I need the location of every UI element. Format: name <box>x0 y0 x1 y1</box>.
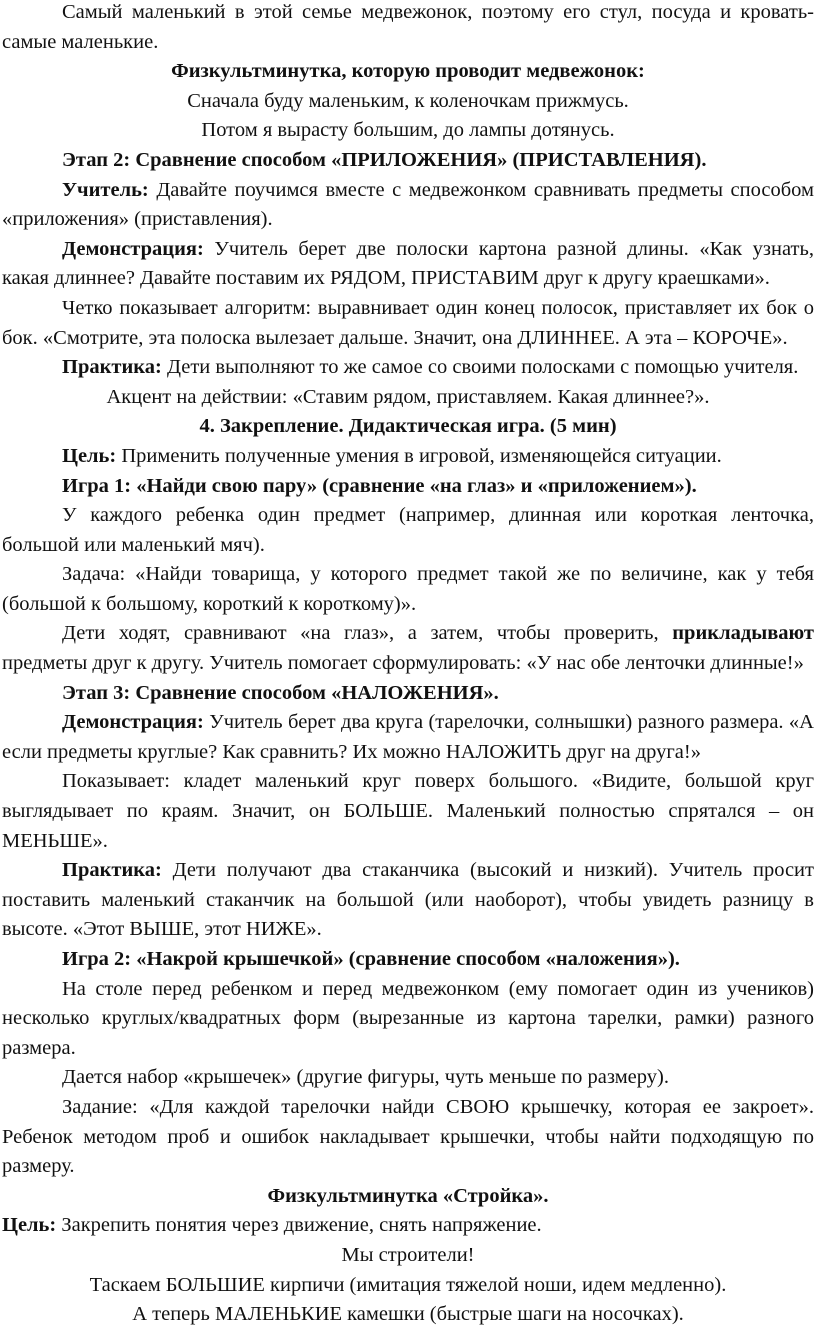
heading-stage-3: Этап 3: Сравнение способом «НАЛОЖЕНИЯ». <box>62 681 499 704</box>
text-process-bold: прикладывают <box>672 622 814 645</box>
text-goal: Применить полученные умения в игровой, изменяющейся ситуации. <box>116 444 722 467</box>
text-process-end: предметы друг к другу. Учитель помогает сформулировать: «У нас обе ленточки длинные!» <box>2 652 804 675</box>
paragraph-demonstration-1 <box>2 235 814 294</box>
paragraph-teacher <box>2 176 814 235</box>
label-demonstration: Демонстрация: <box>62 237 204 260</box>
paragraph-game1-items: У каждого ребенка один предмет (например, длинная или короткая ленточка, большой или маленький мяч). <box>2 504 814 556</box>
label-goal: Цель: <box>2 1214 57 1237</box>
text-demonstration: Учитель берет две полоски картона разной длины. «Как узнать, какая длиннее? Давайте поставим их РЯДОМ, ПРИСТАВИМ друг к другу краешками». <box>2 237 814 290</box>
heading-game-2: Игра 2: «Накрой крышечкой» (сравнение способом «наложения»). <box>62 948 680 970</box>
paragraph-practice-1 <box>2 353 814 383</box>
paragraph-game2-lids: Дается набор «крышечек» (другие фигуры, чуть меньше по размеру). <box>62 1066 669 1089</box>
poem-line-2: Потом я вырасту большим, до лампы дотянусь. <box>201 119 615 142</box>
label-goal: Цель: <box>62 444 117 467</box>
paragraph-game2-table: На столе перед ребенком и перед медвежонком (ему помогает один из учеников) несколько круглых/квадратных форм (вырезанные из картона тарелки, рамки) разного размера. <box>2 977 814 1059</box>
verse-line-2: Таскаем БОЛЬШИЕ кирпичи (имитация тяжелой ноши, идем медленно). <box>89 1273 727 1296</box>
paragraph-goal-1 <box>2 442 814 472</box>
paragraph-game2-task: Задание: «Для каждой тарелочки найди СВОЮ крышечку, которая ее закроет». Ребенок методом проб и ошибок накладывает крышечки, чтобы найти подходящую по размеру. <box>2 1095 814 1178</box>
paragraph-intro: Самый маленький в этой семье медвежонок, поэтому его стул, посуда и кровать- самые маленькие. <box>2 1 814 53</box>
label-practice: Практика: <box>62 859 162 882</box>
text-practice: Дети получают два стаканчика (высокий и низкий). Учитель просит поставить маленький стаканчик на большой (или наоборот), чтобы увидеть разницу в высоте. «Этот ВЫШЕ, этот НИЖЕ». <box>2 859 814 941</box>
paragraph-game1-process <box>2 619 814 678</box>
paragraph-accent: Акцент на действии: «Ставим рядом, приставляем. Какая длиннее?». <box>106 385 710 408</box>
heading-stage-2: Этап 2: Сравнение способом «ПРИЛОЖЕНИЯ» (ПРИСТАВЛЕНИЯ). <box>62 148 707 171</box>
text-process-start: Дети ходят, сравнивают «на глаз», а затем, чтобы проверить, <box>62 622 673 645</box>
text-demonstration: Учитель берет два круга (тарелочки, солнышки) разного размера. «А если предметы круглые? Как сравнить? Их можно НАЛОЖИТЬ друг на друга!» <box>2 711 814 763</box>
heading-game-1: Игра 1: «Найди свою пару» (сравнение «на глаз» и «приложением»). <box>62 474 697 497</box>
text-practice: Дети выполняют то же самое со своими полосками с помощью учителя. <box>161 356 799 379</box>
verse-line-3: А теперь МАЛЕНЬКИЕ камешки (быстрые шаги на носочках). <box>132 1303 684 1326</box>
paragraph-algorithm: Четко показывает алгоритм: выравнивает один конец полосок, приставляет их бок о бок. «Смотрите, эта полоска вылезает дальше. Значит, она ДЛИННЕЕ. А эта – КОРОЧЕ». <box>2 296 814 349</box>
verse-line-1: Мы строители! <box>341 1243 475 1266</box>
text-goal: Закрепить понятия через движение, снять напряжение. <box>56 1214 542 1237</box>
paragraph-goal-2 <box>2 1211 814 1241</box>
heading-fizkultminutka-bear: Физкультминутка, которую проводит медвежонок: <box>171 60 645 83</box>
poem-line-1: Сначала буду маленьким, к коленочкам прижмусь. <box>187 89 629 112</box>
label-practice: Практика: <box>62 356 162 379</box>
text-teacher: Давайте поучимся вместе с медвежонком сравнивать предметы способом «приложения» (приставления). <box>2 178 814 231</box>
paragraph-game1-task: Задача: «Найди товарища, у которого предмет такой же по величине, как у тебя (большой к большому, короткий к короткому)». <box>2 563 814 615</box>
heading-fizkultminutka-stroyka: Физкультминутка «Стройка». <box>267 1184 549 1207</box>
paragraph-demonstration-2 <box>2 708 814 767</box>
paragraph-shows: Показывает: кладет маленький круг поверх большого. «Видите, большой круг выглядывает по краям. Значит, он БОЛЬШЕ. Маленький полностью спрятался – он МЕНЬШЕ». <box>2 770 814 852</box>
heading-section-4: 4. Закрепление. Дидактическая игра. (5 мин) <box>199 415 617 438</box>
label-teacher: Учитель: <box>62 178 149 201</box>
paragraph-practice-2 <box>2 856 814 945</box>
label-demonstration: Демонстрация: <box>62 711 204 734</box>
